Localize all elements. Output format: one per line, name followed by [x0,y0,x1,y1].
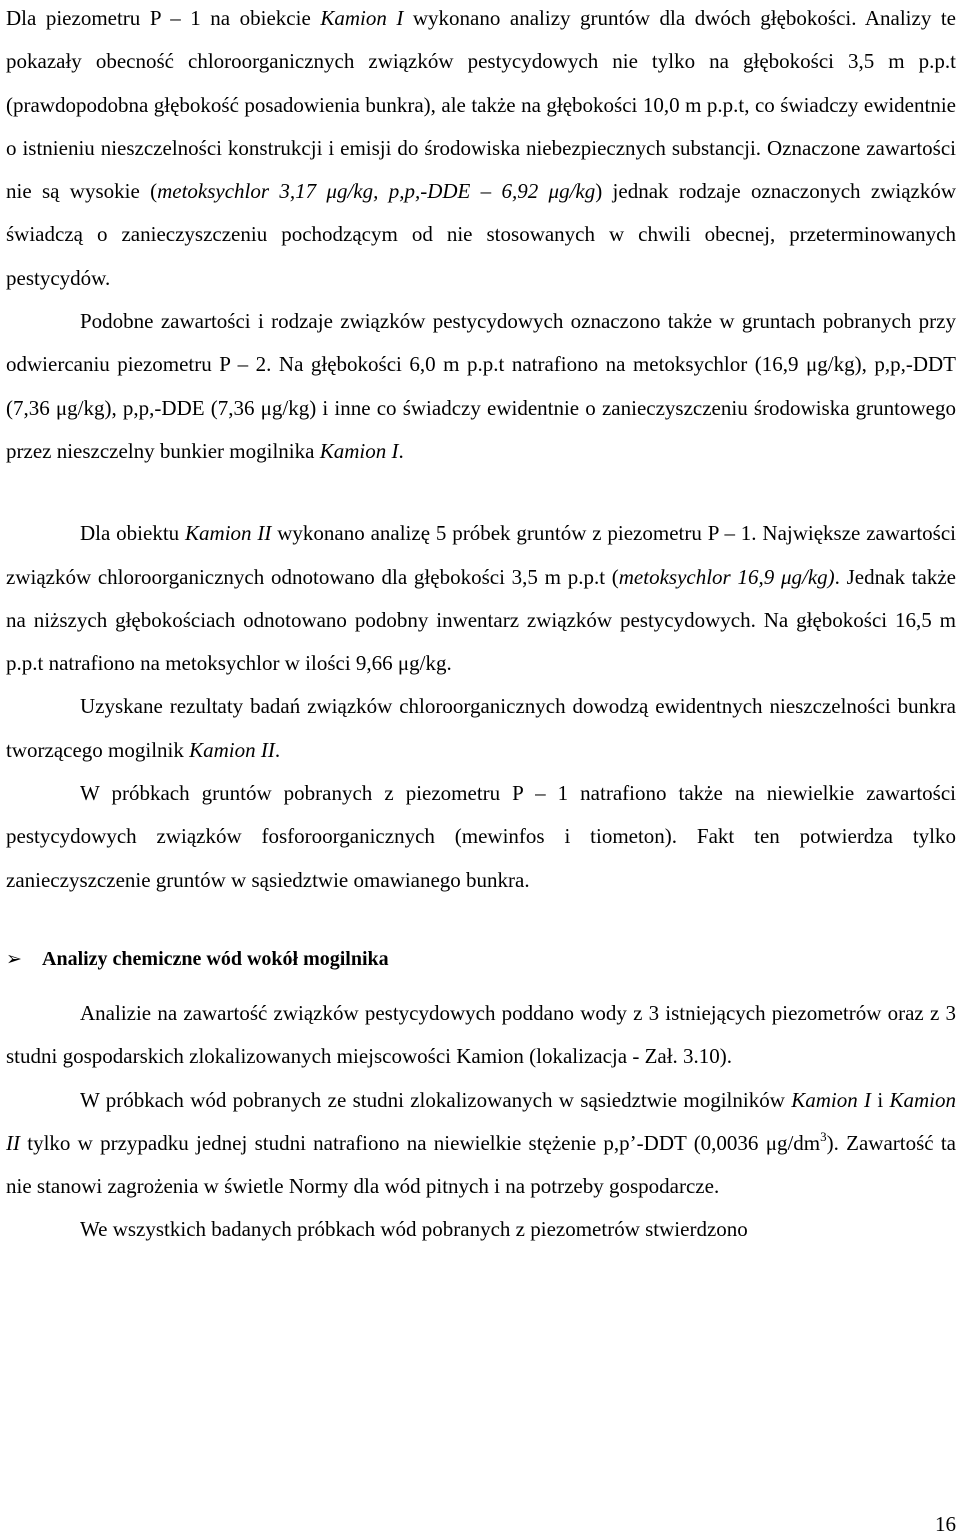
paragraph-p2 [6,300,956,473]
italic-text: metoksychlor 3,17 μg/kg, p,p,-DDE – 6,92 μg/kg [157,179,596,204]
italic-text: Kamion II [189,737,275,762]
text-run: Dla obiektu [80,521,186,546]
text-run: wykonano analizy gruntów dla dwóch głębokości. Analizy te pokazały obecność chloroorganicznych związków pestycydowych nie tylko na głębokości 3,5 m p.p.t (prawdopodobna głębokość posadowienia bunkra), ale także na głębokości 10,0 m p.p.t, co świadczy ewidentnie o istnieniu nieszczelności konstrukcji i emisji do środowiska niebezpiecznych substancji. Oznaczone zawartości nie są wysokie ( [6,6,956,204]
text-run: ) jednak rodzaje oznaczonych związków świadczą o zanieczyszczeniu pochodzącym od nie stosowanych w chwili obecnej, przeterminowanych pestycydów. [6,179,957,290]
text-run: . [274,737,281,762]
text-run: tylko w przypadku jednej studni natrafiono na niewielkie stężenie p,p’-DDT (0,0036 μg/dm [20,1130,821,1155]
paragraph-p5 [6,772,956,902]
section-soil-analysis [6,0,956,902]
text-run: Podobne zawartości i rodzaje związków pestycydowych oznaczono także w gruntach pobranych przy odwiercaniu piezometru P – 2. Na głębokości 6,0 m p.p.t natrafiono na metoksychlor (16,9 μg/kg), p,p,-DDT (7,36 μg/kg), p,p,-DDE (7,36 μg/kg) i inne co świadczy ewidentnie o zanieczyszczeniu środowiska gruntowego przez nieszczelny bunkier mogilnika [6,309,956,463]
text-run: . [398,438,404,463]
paragraph-p8 [6,1208,956,1251]
arrow-bullet-icon: ➢ [6,948,22,970]
paragraph-p7 [6,1079,956,1209]
text-run: ). Zawartość ta nie stanowi zagrożenia w świetle Normy dla wód pitnych i na potrzeby gospodarcze. [6,1130,956,1199]
text-run: i [871,1087,890,1112]
italic-text: Kamion II [6,1087,956,1155]
italic-text: Kamion I [791,1087,872,1112]
text-run: Dla piezometru P – 1 na obiekcie [6,6,321,30]
paragraph-p1 [6,0,956,300]
paragraph-p6 [6,992,956,1079]
text-run: wykonano analizę 5 próbek gruntów z piezometru P – 1. Największe zawartości związków chloroorganicznych odnotowano dla głębokości 3,5 m p.p.t ( [6,521,957,589]
section-heading-text: Analizy chemiczne wód wokół mogilnika [42,947,389,970]
paragraph-p4 [6,685,956,772]
text-run: W próbkach wód pobranych ze studni zlokalizowanych w sąsiedztwie mogilników [80,1087,792,1112]
text-run: W próbkach gruntów pobranych z piezometru P – 1 natrafiono także na niewielkie zawartości pestycydowych związków fosforoorganicznych (mewinfos i tiometon). Fakt ten potwierdza tylko zanieczyszczenie gruntów w sąsiedztwie omawianego bunkra. [6,781,956,892]
text-run: . Jednak także na niższych głębokościach odnotowano podobny inwentarz związków pestycydowych. Na głębokości 16,5 m p.p.t natrafiono na metoksychlor w ilości 9,66 μg/kg. [6,564,956,676]
document-page [6,0,956,1252]
page-number: 16 [935,1512,956,1536]
text-run: Analizie na zawartość związków pestycydowych poddano wody z 3 istniejących piezometrów oraz z 3 studni gospodarskich zlokalizowanych miejscowości Kamion (lokalizacja - Zał. 3.10). [6,1000,956,1069]
text-run: Uzyskane rezultaty badań związków chloroorganicznych dowodzą ewidentnych nieszczelności bunkra tworzącego mogilnik [6,694,956,762]
superscript: 3 [820,1128,827,1144]
italic-text: metoksychlor 16,9 μg/kg) [618,564,835,589]
italic-text: Kamion II [185,521,272,546]
section-water-analysis [6,992,956,1252]
paragraph-p3 [6,512,956,685]
italic-text: Kamion I [319,438,399,463]
italic-text: Kamion I [320,6,404,30]
section-heading [6,938,956,981]
text-run: We wszystkich badanych próbkach wód pobranych z piezometrów stwierdzono [80,1217,748,1242]
